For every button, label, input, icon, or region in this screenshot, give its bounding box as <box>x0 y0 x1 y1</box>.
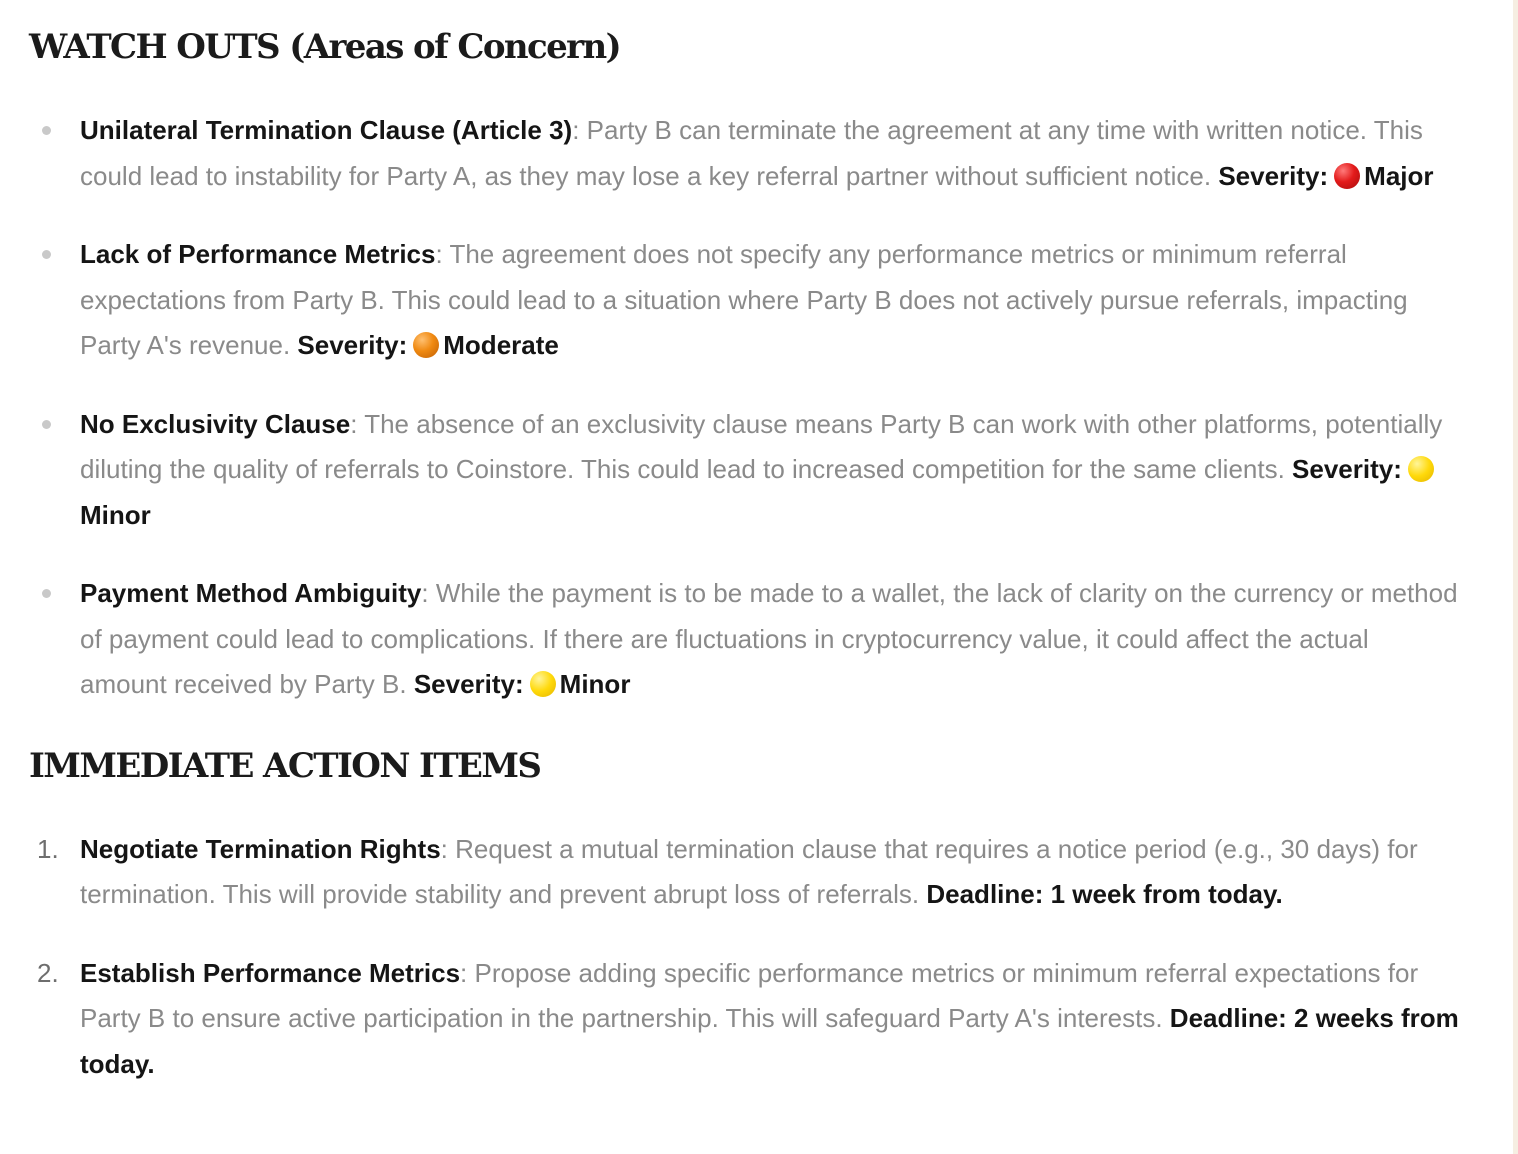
severity-label: Severity: <box>413 669 524 699</box>
watch-out-description: : The agreement does not specify any performance metrics or minimum referral expectations from Party B. This could lead to a situation where Party B does not actively pursue referrals, impacting Party A's revenue. <box>80 239 1408 360</box>
severity-value: Minor <box>559 669 631 699</box>
bullet-icon <box>42 420 51 429</box>
action-item-description: : Propose adding specific performance metrics or minimum referral expectations for Party B to ensure active participation in the partnership. This will safeguard Party A's interests. <box>80 957 1419 1033</box>
watch-out-term: No Exclusivity Clause <box>80 408 351 439</box>
severity-value: Moderate <box>443 330 559 360</box>
action-item-term: Establish Performance Metrics <box>80 957 461 988</box>
bullet-icon <box>42 126 51 135</box>
watch-out-description: : While the payment is to be made to a wallet, the lack of clarity on the currency or method of payment could lead to complications. If there are fluctuations in cryptocurrency value, it could affect the actual amount received by Party B. <box>80 578 1458 699</box>
watch-out-term: Payment Method Ambiguity <box>80 578 422 608</box>
watch-out-description: : Party B can terminate the agreement at any time with written notice. This could lead to instability for Party A, as they may lose a key referral partner without sufficient notice. <box>80 115 1423 191</box>
action-item-term: Negotiate Termination Rights <box>80 833 441 864</box>
list-number: 2. <box>37 957 59 988</box>
bullet-icon <box>42 250 51 259</box>
action-item-description: : Request a mutual termination clause that requires a notice period (e.g., 30 days) for termination. This will provide stability and prevent abrupt loss of referrals. <box>80 833 1418 909</box>
list-number: 1. <box>37 833 59 864</box>
action-items-heading: IMMEDIATE ACTION ITEMS <box>29 745 541 786</box>
watch-out-item <box>29 402 1459 539</box>
bullet-icon <box>42 589 51 598</box>
severity-label: Severity: <box>1292 454 1402 484</box>
severity-label: Severity: <box>1218 160 1329 191</box>
yellow-circle-icon <box>530 671 556 697</box>
watch-out-item <box>29 571 1459 708</box>
action-item <box>29 951 1459 1088</box>
red-circle-icon <box>1334 163 1360 189</box>
severity-value: Major <box>1364 160 1434 191</box>
watch-outs-list <box>29 108 1459 708</box>
document-content <box>29 22 1459 1120</box>
watch-out-item <box>29 108 1459 199</box>
action-items-list <box>29 827 1459 1088</box>
watch-out-description: : The absence of an exclusivity clause means Party B can work with other platforms, potentially diluting the quality of referrals to Coinstore. This could lead to increased competition for the same clients. <box>80 408 1443 484</box>
watch-out-term: Lack of Performance Metrics <box>80 239 436 269</box>
watch-out-term: Unilateral Termination Clause (Article 3) <box>80 115 573 145</box>
action-item-deadline: Deadline: 2 weeks from today. <box>80 1003 1459 1079</box>
action-item <box>29 827 1459 918</box>
page-edge-divider <box>1513 0 1518 1154</box>
action-item-deadline: Deadline: 1 week from today. <box>926 879 1283 909</box>
yellow-circle-icon <box>1408 456 1434 482</box>
watch-out-item <box>29 232 1459 369</box>
severity-label: Severity: <box>297 330 408 360</box>
orange-circle-icon <box>413 332 439 358</box>
watch-outs-heading: WATCH OUTS (Areas of Concern) <box>29 27 621 67</box>
severity-value: Minor <box>80 499 151 530</box>
